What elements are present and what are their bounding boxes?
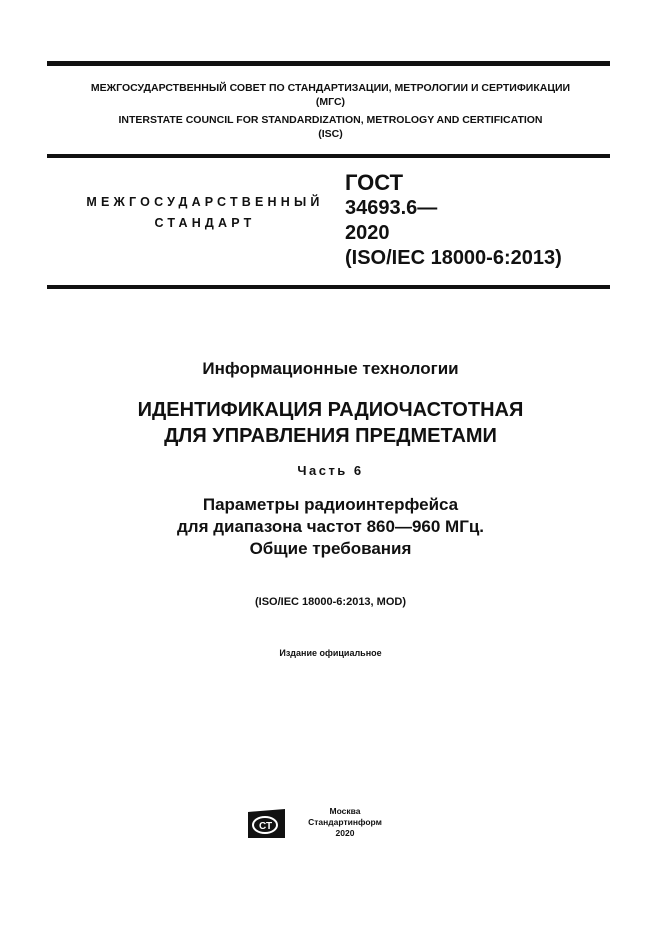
gost-label: ГОСТ bbox=[345, 170, 404, 195]
subtitle bbox=[0, 494, 661, 560]
council-en-name: INTERSTATE COUNCIL FOR STANDARDIZATION, METROLOGY AND CERTIFICATION bbox=[118, 114, 543, 126]
standard-type-line1: МЕЖГОСУДАРСТВЕННЫЙ bbox=[86, 195, 324, 209]
gost-designation bbox=[345, 170, 562, 271]
bottom-rule bbox=[47, 285, 610, 289]
gost-number: 34693.6— bbox=[345, 197, 438, 219]
main-title bbox=[0, 397, 661, 449]
main-title-line2: ДЛЯ УПРАВЛЕНИЯ ПРЕДМЕТАМИ bbox=[164, 425, 497, 447]
edition-label: Издание официальное bbox=[279, 648, 382, 658]
publisher-year: 2020 bbox=[335, 828, 355, 838]
council-en-abbr: (ISC) bbox=[318, 128, 343, 140]
subtitle-line3: Общие требования bbox=[249, 539, 412, 558]
publisher-name: Стандартинформ bbox=[308, 817, 382, 827]
svg-text:СТ: СТ bbox=[259, 821, 273, 832]
subtitle-line1: Параметры радиоинтерфейса bbox=[202, 495, 459, 514]
subject-title: Информационные технологии bbox=[202, 359, 459, 378]
standartinform-logo bbox=[247, 808, 287, 840]
mod-reference: (ISO/IEC 18000-6:2013, MOD) bbox=[254, 596, 406, 608]
publisher-info bbox=[295, 806, 395, 839]
standard-type bbox=[60, 192, 350, 234]
part-number: Часть 6 bbox=[297, 463, 364, 478]
council-ru-abbr: (МГС) bbox=[315, 96, 346, 108]
council-ru-name: МЕЖГОСУДАРСТВЕННЫЙ СОВЕТ ПО СТАНДАРТИЗАЦИИ, МЕТРОЛОГИИ И СЕРТИФИКАЦИИ bbox=[90, 82, 571, 94]
gost-year: 2020 bbox=[345, 222, 390, 244]
standard-type-line2: СТАНДАРТ bbox=[154, 216, 256, 230]
subtitle-line2: для диапазона частот 860—960 МГц. bbox=[176, 517, 485, 536]
middle-rule bbox=[47, 154, 610, 158]
top-rule bbox=[47, 61, 610, 66]
council-en bbox=[0, 113, 661, 141]
publisher-city: Москва bbox=[329, 806, 361, 816]
council-ru bbox=[0, 81, 661, 109]
main-title-line1: ИДЕНТИФИКАЦИЯ РАДИОЧАСТОТНАЯ bbox=[137, 399, 524, 421]
gost-iso-ref: (ISO/IEC 18000-6:2013) bbox=[345, 247, 562, 269]
